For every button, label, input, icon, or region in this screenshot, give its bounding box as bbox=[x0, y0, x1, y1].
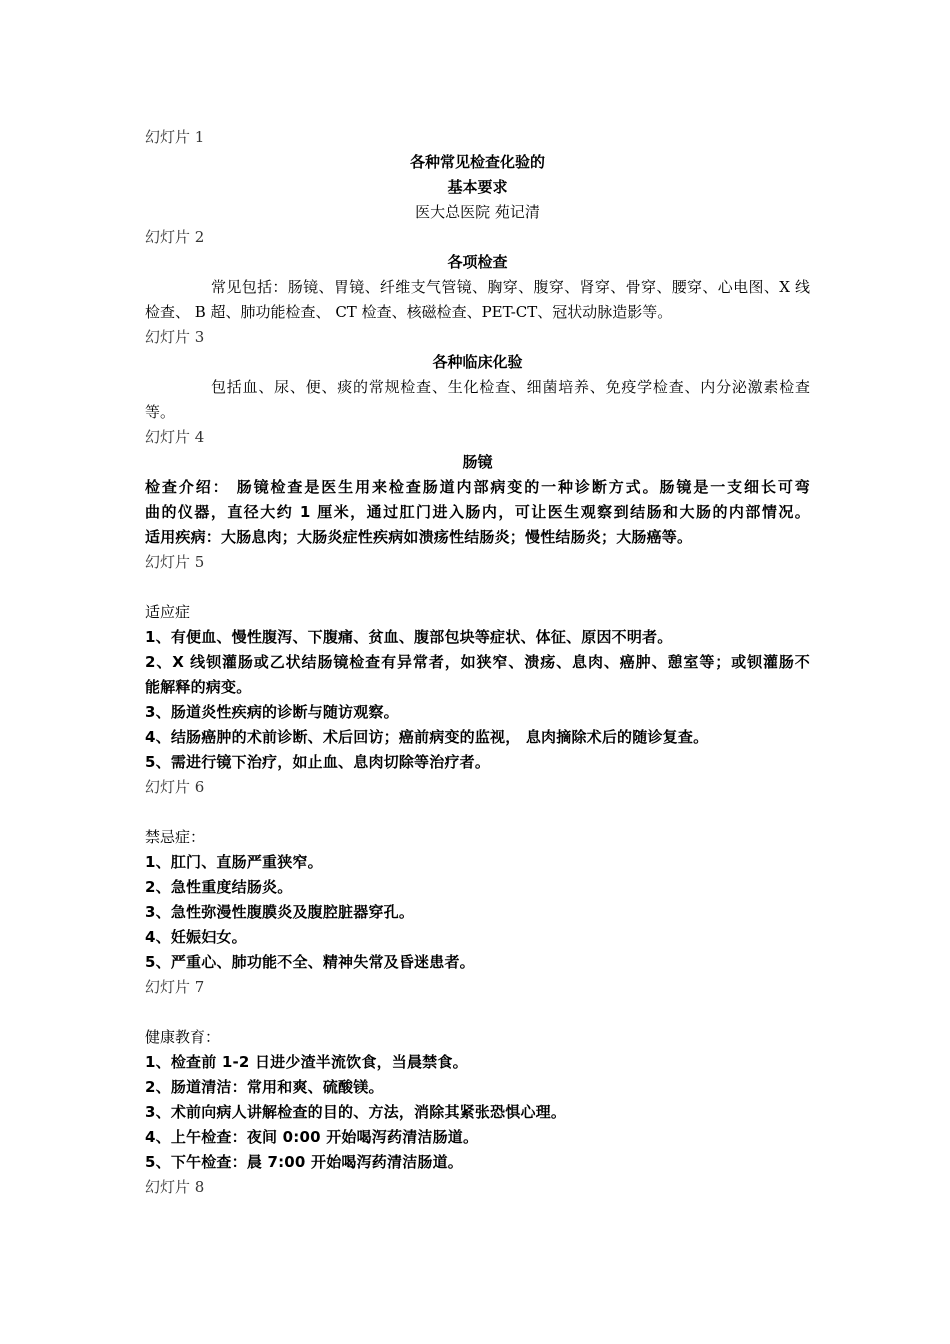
doc-subtitle: 基本要求 bbox=[447, 178, 508, 196]
section-title: 各种临床化验 bbox=[432, 353, 523, 371]
list-item: 4、结肠癌肿的术前诊断、术后回访；癌前病变的监视， 息肉摘除术后的随诊复查。 bbox=[145, 728, 709, 746]
section-title: 肠镜 bbox=[462, 453, 493, 471]
list-item: 能解释的病变。 bbox=[145, 678, 252, 696]
spacer bbox=[145, 1000, 810, 1025]
doc-author: 医大总医院 苑记清 bbox=[415, 203, 540, 221]
paragraph-line: 曲的仪器，直径大约 1 厘米，通过肛门进入肠内，可让医生观察到结肠和大肠的内部情况。 bbox=[145, 503, 810, 521]
spacer bbox=[145, 800, 810, 825]
list-item: 1、肛门、直肠严重狭窄。 bbox=[145, 853, 323, 871]
paragraph-line: 检查介绍： 肠镜检查是医生用来检查肠道内部病变的一种诊断方式。肠镜是一支细长可弯 bbox=[145, 478, 810, 496]
paragraph-line: 等。 bbox=[145, 403, 176, 421]
paragraph-line: 适用疾病：大肠息肉；大肠炎症性疾病如溃疡性结肠炎；慢性结肠炎；大肠癌等。 bbox=[145, 528, 693, 546]
section-title: 各项检查 bbox=[447, 253, 508, 271]
doc-title: 各种常见检查化验的 bbox=[409, 153, 545, 171]
paragraph-line: 检查、 B 超、肺功能检查、 CT 检查、核磁检查、PET-CT、冠状动脉造影等。 bbox=[145, 303, 673, 321]
list-item: 1、检查前 1-2 日进少渣半流饮食，当晨禁食。 bbox=[145, 1053, 468, 1071]
list-item: 4、上午检查：夜间 0:00 开始喝泻药清洁肠道。 bbox=[145, 1128, 479, 1146]
list-item: 1、有便血、慢性腹泻、下腹痛、贫血、腹部包块等症状、体征、原因不明者。 bbox=[145, 628, 673, 646]
paragraph-line: 包括血、尿、便、痰的常规检查、生化检查、细菌培养、免疫学检查、内分泌激素检查 bbox=[211, 378, 810, 396]
slide-label: 幻灯片 2 bbox=[145, 228, 205, 246]
spacer bbox=[145, 575, 810, 600]
list-item: 2、X 线钡灌肠或乙状结肠镜检查有异常者，如狭窄、溃疡、息肉、癌肿、憩室等；或钡灌肠不 bbox=[145, 653, 810, 671]
section-heading: 健康教育： bbox=[145, 1028, 221, 1046]
list-item: 3、肠道炎性疾病的诊断与随访观察。 bbox=[145, 703, 399, 721]
list-item: 5、严重心、肺功能不全、精神失常及昏迷患者。 bbox=[145, 953, 475, 971]
slide-label: 幻灯片 4 bbox=[145, 428, 205, 446]
section-heading: 禁忌症： bbox=[145, 828, 206, 846]
list-item: 2、肠道清洁：常用和爽、硫酸镁。 bbox=[145, 1078, 384, 1096]
slide-label: 幻灯片 7 bbox=[145, 978, 205, 996]
slide-label: 幻灯片 8 bbox=[145, 1178, 205, 1196]
slide-label: 幻灯片 5 bbox=[145, 553, 205, 571]
section-heading: 适应症 bbox=[145, 603, 191, 621]
slide-label: 幻灯片 3 bbox=[145, 328, 205, 346]
slide-label: 幻灯片 6 bbox=[145, 778, 205, 796]
slide-label: 幻灯片 1 bbox=[145, 128, 205, 146]
list-item: 3、急性弥漫性腹膜炎及腹腔脏器穿孔。 bbox=[145, 903, 415, 921]
paragraph-line: 常见包括：肠镜、胃镜、纤维支气管镜、胸穿、腹穿、肾穿、骨穿、腰穿、心电图、X 线 bbox=[211, 278, 810, 296]
list-item: 5、需进行镜下治疗，如止血、息肉切除等治疗者。 bbox=[145, 753, 491, 771]
list-item: 4、妊娠妇女。 bbox=[145, 928, 247, 946]
list-item: 5、下午检查：晨 7:00 开始喝泻药清洁肠道。 bbox=[145, 1153, 463, 1171]
document-page bbox=[145, 125, 810, 1200]
list-item: 2、急性重度结肠炎。 bbox=[145, 878, 293, 896]
list-item: 3、术前向病人讲解检查的目的、方法，消除其紧张恐惧心理。 bbox=[145, 1103, 567, 1121]
